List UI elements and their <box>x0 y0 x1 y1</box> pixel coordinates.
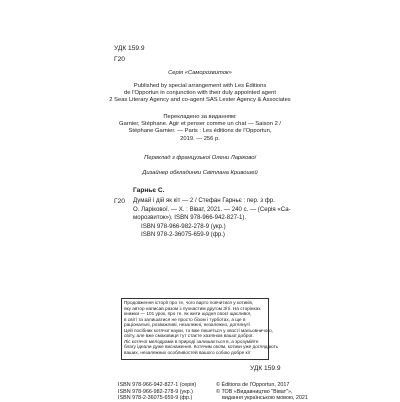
series-line: Серія «Саморозвиток» <box>168 70 232 76</box>
udc-code-bottom: УДК 159.9 <box>250 365 281 372</box>
annotation-line: Ліс котячої мелодрами в природі залишається в, а зрозумійте <box>124 338 259 344</box>
bbk-code: Г20 <box>114 56 125 63</box>
footer-isbn: ISBN 978-2-36075-659-9 (фр.) <box>118 395 193 402</box>
catalog-line: ISBN 978-2-36075-659-9 (фр.) <box>141 231 225 239</box>
catalog-code: Г20 <box>114 198 125 205</box>
original-edition-line: 2019. — 256 p. <box>180 135 220 142</box>
catalog-line: ISBN 978-966-982-278-9 (укр.) <box>141 222 226 230</box>
publisher-notice-line: 2 Seas Literary Agency and co-agent SAS Lester Agency & Associates <box>109 97 291 104</box>
catalog-line: О. Ларікової. — Х. : Віват, 2021. — 240 с. — (Серія «Са- <box>133 205 291 213</box>
footer-isbns <box>118 382 196 402</box>
footer-copyrights <box>216 382 308 402</box>
original-edition-heading: Перекладено за виданням: <box>163 114 237 120</box>
footer-copyright: © Éditions de l'Opportun, 2017 <box>216 382 290 388</box>
annotation-text <box>124 300 279 355</box>
original-edition-line: Garnier, Stéphane. Agir et penser comme un chat — Saison 2 / <box>118 121 282 128</box>
annotation-line: Продовження історії про те, чого варто повчитися у котиків, <box>124 300 254 305</box>
annotation-line: книжки — 101 урок, про те, як жити щодня своєї щасливої, <box>124 311 252 316</box>
catalog-card <box>133 197 291 240</box>
annotation-line: яку автор написав разом з пухнастим другом Зіті. На сторінках <box>124 305 261 311</box>
annotation-line: раціональні, розважливі, незалежні, незалежно, доглянуті <box>124 322 251 327</box>
footer-copyright: © ТОВ «Видавництво "Віват"», <box>216 388 293 395</box>
designer-credit: Дизайнер обкладинки Світлана Кривошей <box>142 170 258 176</box>
publisher-notice <box>100 83 300 105</box>
footer-copyright: видання українською мовою, 2021 <box>222 395 308 402</box>
footer-isbn: ISBN 978-966-942-827-1 (серія) <box>118 382 197 388</box>
catalog-author: Гарньє С. <box>133 187 165 194</box>
catalog-line: Думай і дій як кіт — 2 / Стефан Гарньє : пер. з фр. <box>133 197 275 204</box>
publisher-notice-line: Published by special arrangement with Les Éditions <box>133 83 267 89</box>
footer-isbn: ISBN 978-966-982-278-9 (укр.) <box>118 388 193 395</box>
annotation-line: благу ідеали дуже виснаження. Котячим своїм, котики уже доглядають <box>124 344 279 349</box>
publisher-notice-line: de l'Opportun in conjunction with their duly appointed agent <box>124 90 276 97</box>
original-edition <box>100 114 300 143</box>
udc-code: УДК 159.9 <box>114 45 145 52</box>
annotation-line: світу, але вже смаковиця тут стаєте хазяїном вашої доброї. <box>124 333 254 338</box>
translation-credit: Переклад з французької Олени Ларікової <box>144 155 256 161</box>
catalog-line: морозвиток»). ISBN 978-966-942-827-1). <box>133 214 247 222</box>
original-edition-line: Stéphane Garnier. — Paris : Les éditions de l'Opportun, <box>128 128 272 135</box>
annotation-line: в світі та залишатися не просто бізом і турботах, а ще в <box>124 316 246 322</box>
annotation-line: Цей посібник котячої науки, то вже пишеться у хвості мальовничого, <box>124 327 273 333</box>
annotation-line: ваших, незалежних особливостей вашого собою добре кіт <box>124 349 251 355</box>
